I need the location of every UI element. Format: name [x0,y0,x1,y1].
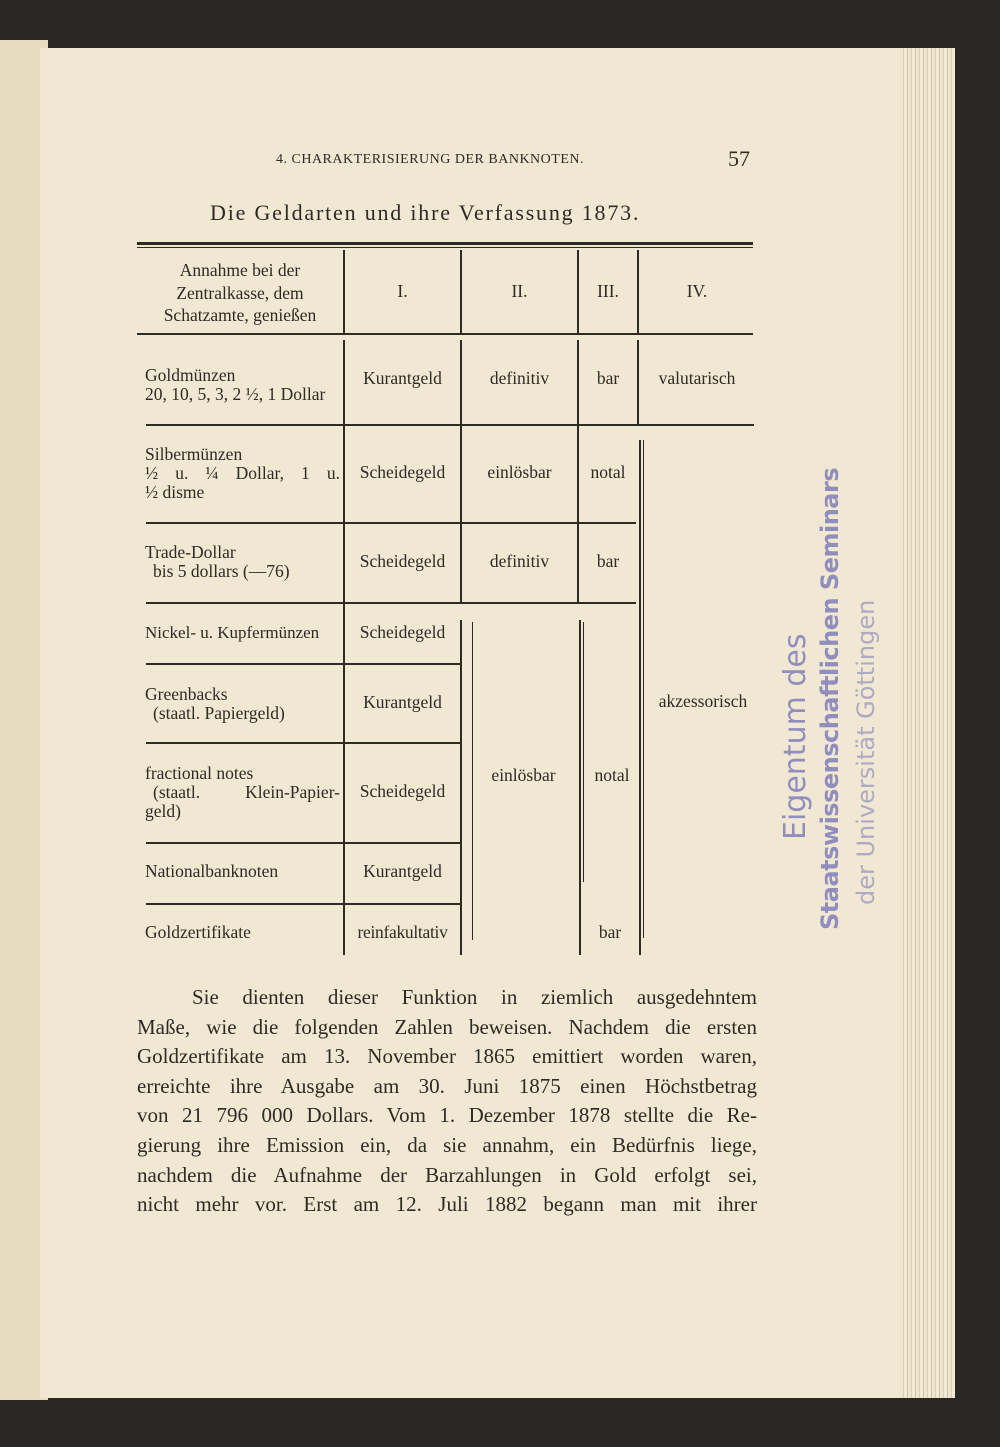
header-col3: III. [597,281,619,301]
header-col1: I. [397,281,408,301]
header-col4: IV. [686,281,708,301]
header-rule [137,333,753,335]
row6-label-line3: geld) [145,801,181,821]
group-col2: einlösbar [491,765,556,785]
row6-label-line1: fractional notes [145,763,254,783]
running-title: 4. CHARAKTERISIERUNG DER BANKNOTEN. [276,152,584,167]
group-col4: akzessorisch [658,691,748,711]
brace-col3 [583,622,590,882]
row8-label: Goldzertifikate [145,922,251,942]
row5-label [145,685,340,723]
body-line: nicht mehr vor. Erst am 12. Juli 1882 begann man mit ihrer [137,1192,757,1217]
row1-col1: Kurantgeld [363,368,442,388]
header-col2: II. [511,281,528,301]
row3-col3: bar [596,551,620,571]
brace-col4 [643,440,650,938]
row-sep-5 [146,742,460,744]
body-paragraph [137,983,757,1220]
row3-col2: definitiv [489,551,550,571]
stamp-line3: der Universität Göttingen [852,599,880,905]
row1-label-line2: 20, 10, 5, 3, 2 ½, 1 Dollar [145,384,326,404]
row7-col1: Kurantgeld [363,861,442,881]
row1-col4: valutarisch [658,368,736,388]
row-sep-2 [146,522,636,524]
body-line: Sie dienten dieser Funktion in ziemlich ausgedehntem [192,985,757,1009]
vline-body-4b [639,440,641,955]
vline-body-3b [579,620,581,955]
page-stack-edge [900,48,955,1398]
row2-col3: notal [590,462,626,482]
row2-label-line3: ½ disme [145,482,205,502]
body-line: nachdem die Aufnahme der Barzahlungen in Gold erfolgt sei, [137,1162,757,1187]
row6-label-line2: (staatl. Klein-Papier- [153,782,340,802]
table-top-rule [137,242,753,245]
vline-body-2b [460,620,462,955]
header-col0-line3: Schatzamte, genießen [163,305,317,325]
header-col0 [137,259,343,327]
row7-label: Nationalbanknoten [145,861,279,881]
row-sep-6 [146,842,460,844]
body-line: gierung ihre Emission ein, da sie annahm, ein Bedürfnis liege, [137,1132,757,1157]
row5-label-line2: (staatl. Papiergeld) [153,703,285,723]
row5-label-line1: Greenbacks [145,684,228,704]
stamp-line1: Eigentum des [778,633,813,840]
row6-label [145,764,340,821]
row2-label [145,445,340,502]
row-sep-4 [146,663,460,665]
page-number: 57 [728,146,750,171]
body-line: von 21 796 000 Dollars. Vom 1. Dezember 1878 stellte die Re- [137,1103,757,1128]
row3-label [145,543,340,581]
header-col0-line1: Annahme bei der [179,260,301,280]
row5-col1: Kurantgeld [363,692,442,712]
body-line: Goldzertifikate am 13. November 1865 emittiert worden waren, [137,1044,757,1069]
row3-col1: Scheidegeld [359,551,446,571]
library-stamp [770,467,890,940]
header-col0-line2: Zentralkasse, dem [176,282,304,303]
row-sep-7 [146,903,460,905]
row6-col1: Scheidegeld [359,781,446,801]
row2-label-line1: Silbermünzen [145,444,243,464]
body-line: Maße, wie die folgenden Zahlen beweisen. Nachdem die ersten [137,1014,757,1039]
group-col3: notal [594,765,630,785]
row1-col3: bar [596,368,620,388]
row1-label-line1: Goldmünzen [145,365,236,385]
body-line: erreichte ihre Ausgabe am 30. Juni 1875 einen Höchstbetrag [137,1073,757,1098]
row4-col1: Scheidegeld [359,622,446,642]
row1-col2: definitiv [489,368,550,388]
row8-col3: bar [598,922,622,942]
row3-label-line2: bis 5 dollars (—76) [153,561,290,581]
row2-col1: Scheidegeld [359,462,446,482]
row2-label-line2: ½ u. ¼ Dollar, 1 u. [145,463,340,483]
table-caption: Die Geldarten und ihre Verfassung 1873. [210,200,641,225]
stamp-line2: Staatswissenschaftlichen Seminars [816,467,844,930]
row4-label: Nickel- u. Kupfermünzen [145,623,320,642]
table-top-rule-thin [137,247,753,248]
row-sep-3 [146,602,636,604]
row-sep-1 [146,424,754,426]
row2-col2: einlösbar [487,462,552,482]
row3-label-line1: Trade-Dollar [145,542,236,562]
row8-col1: reinfakultativ [357,922,448,942]
row1-label [145,366,345,404]
